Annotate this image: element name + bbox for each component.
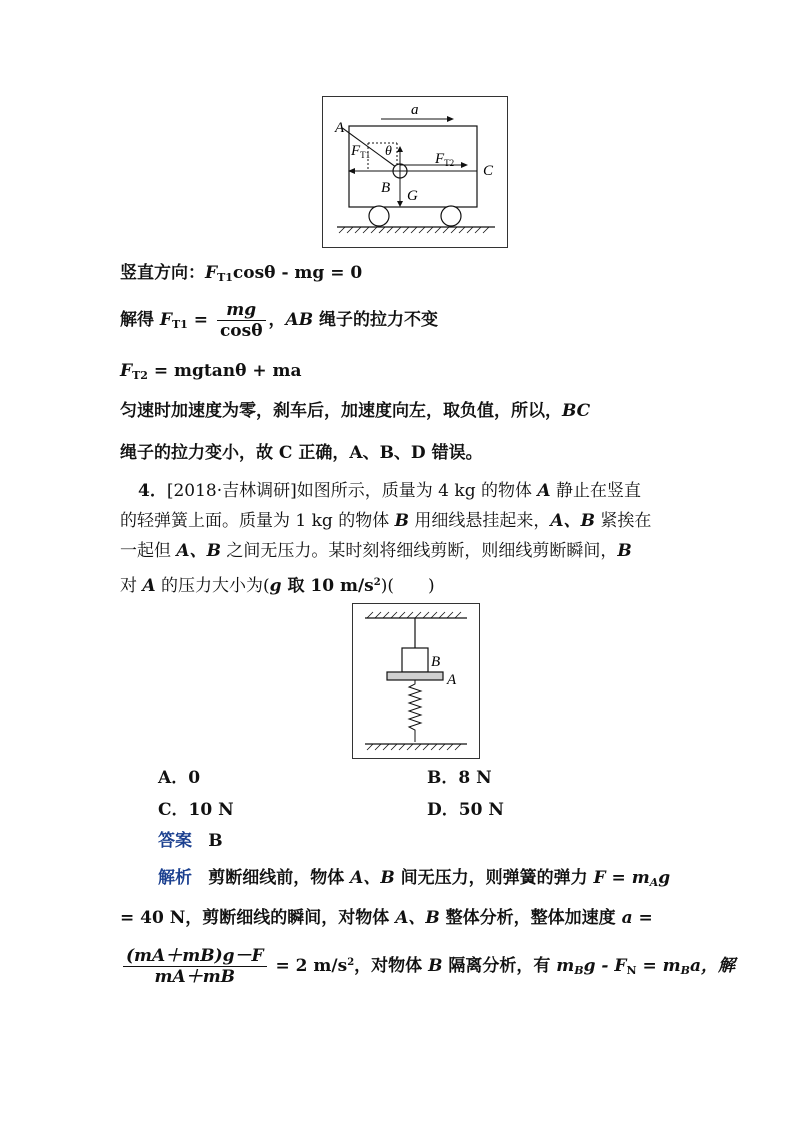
plate-A xyxy=(387,672,443,680)
option-A[interactable]: A．0 xyxy=(158,768,201,788)
wheel-left xyxy=(369,206,389,226)
figure-spring-diagram xyxy=(352,603,480,759)
label-FT2: $F_{T2}$ xyxy=(435,151,455,168)
figure-cart-diagram xyxy=(322,96,508,248)
label-C: C xyxy=(483,163,494,179)
label-block-B: B xyxy=(431,654,441,670)
spring xyxy=(409,680,421,742)
label-plate-A: A xyxy=(447,672,457,688)
label-B: B xyxy=(381,180,391,196)
ft2-equation-line: $F_{T2} = mgtan\theta$ + ma xyxy=(120,361,302,382)
analysis-line-3: $\frac{(mA+mB)g-F}{mA+mB}$ = 2 $m/s^2$，对物体 B 隔离分析，有 $m_Bg - F_N = m_Ba$，解 xyxy=(120,946,735,987)
question-line-1: 4．[2018·吉林调研]如图所示，质量为 4 kg 的物体 A 静止在竖直 xyxy=(138,481,642,501)
wheel-right xyxy=(441,206,461,226)
label-FT1: $F_{T1}$ xyxy=(351,143,371,160)
explanation-line-2: 绳子的拉力变小，故 C 正确，A、B、D 错误。 xyxy=(120,443,483,463)
analysis-line-1: 解析 剪断细线前，物体 A、B 间无压力，则弹簧的弹力 $F = m_Ag$ xyxy=(158,868,671,889)
analysis-label: 解析 xyxy=(158,868,192,888)
question-line-2: 的轻弹簧上面。质量为 1 kg 的物体 B 用细线悬挂起来，A、B 紧挨在 xyxy=(120,511,652,531)
option-D[interactable]: D．50 N xyxy=(427,800,504,820)
spring-diagram-svg xyxy=(353,604,479,758)
analysis-line-2: = 40 N，剪断细线的瞬间，对物体 A、B 整体分析，整体加速度 a = xyxy=(120,908,653,928)
acceleration-fraction: $\frac{(mA+mB)g-F}{mA+mB}$ xyxy=(123,946,267,987)
explanation-line-1: 匀速时加速度为零，刹车后，加速度向左，取负值，所以，BC xyxy=(120,401,591,421)
label-G: G xyxy=(407,188,418,204)
label-a: a xyxy=(411,102,419,118)
block-B xyxy=(402,648,428,672)
answer-label: 答案 xyxy=(158,831,192,851)
vertical-equation-line: 竖直方向：$F_{T1}\cos\theta$ - mg = 0 xyxy=(120,263,363,284)
answer-line xyxy=(158,830,223,852)
label-theta: θ xyxy=(385,144,392,159)
question-line-4: 对 A 的压力大小为(g 取 10 $m/s^2$)( ) xyxy=(120,576,435,596)
question-line-3: 一起但 A、B 之间无压力。某时刻将细线剪断，则细线剪断瞬间，B xyxy=(120,541,632,561)
option-C[interactable]: C．10 N xyxy=(158,800,234,820)
ft1-fraction: $\frac{mg}{\cos\theta}$ xyxy=(217,300,266,341)
option-B[interactable]: B．8 N xyxy=(427,768,492,788)
solve-ft1-line: 解得 $F_{T1}$ = $\frac{mg}{\cos\theta}$ ，AB 绳子的拉力不变 xyxy=(120,300,439,341)
answer-value: B xyxy=(208,831,223,851)
label-A: A xyxy=(335,120,345,136)
cart-diagram-svg xyxy=(323,97,507,247)
